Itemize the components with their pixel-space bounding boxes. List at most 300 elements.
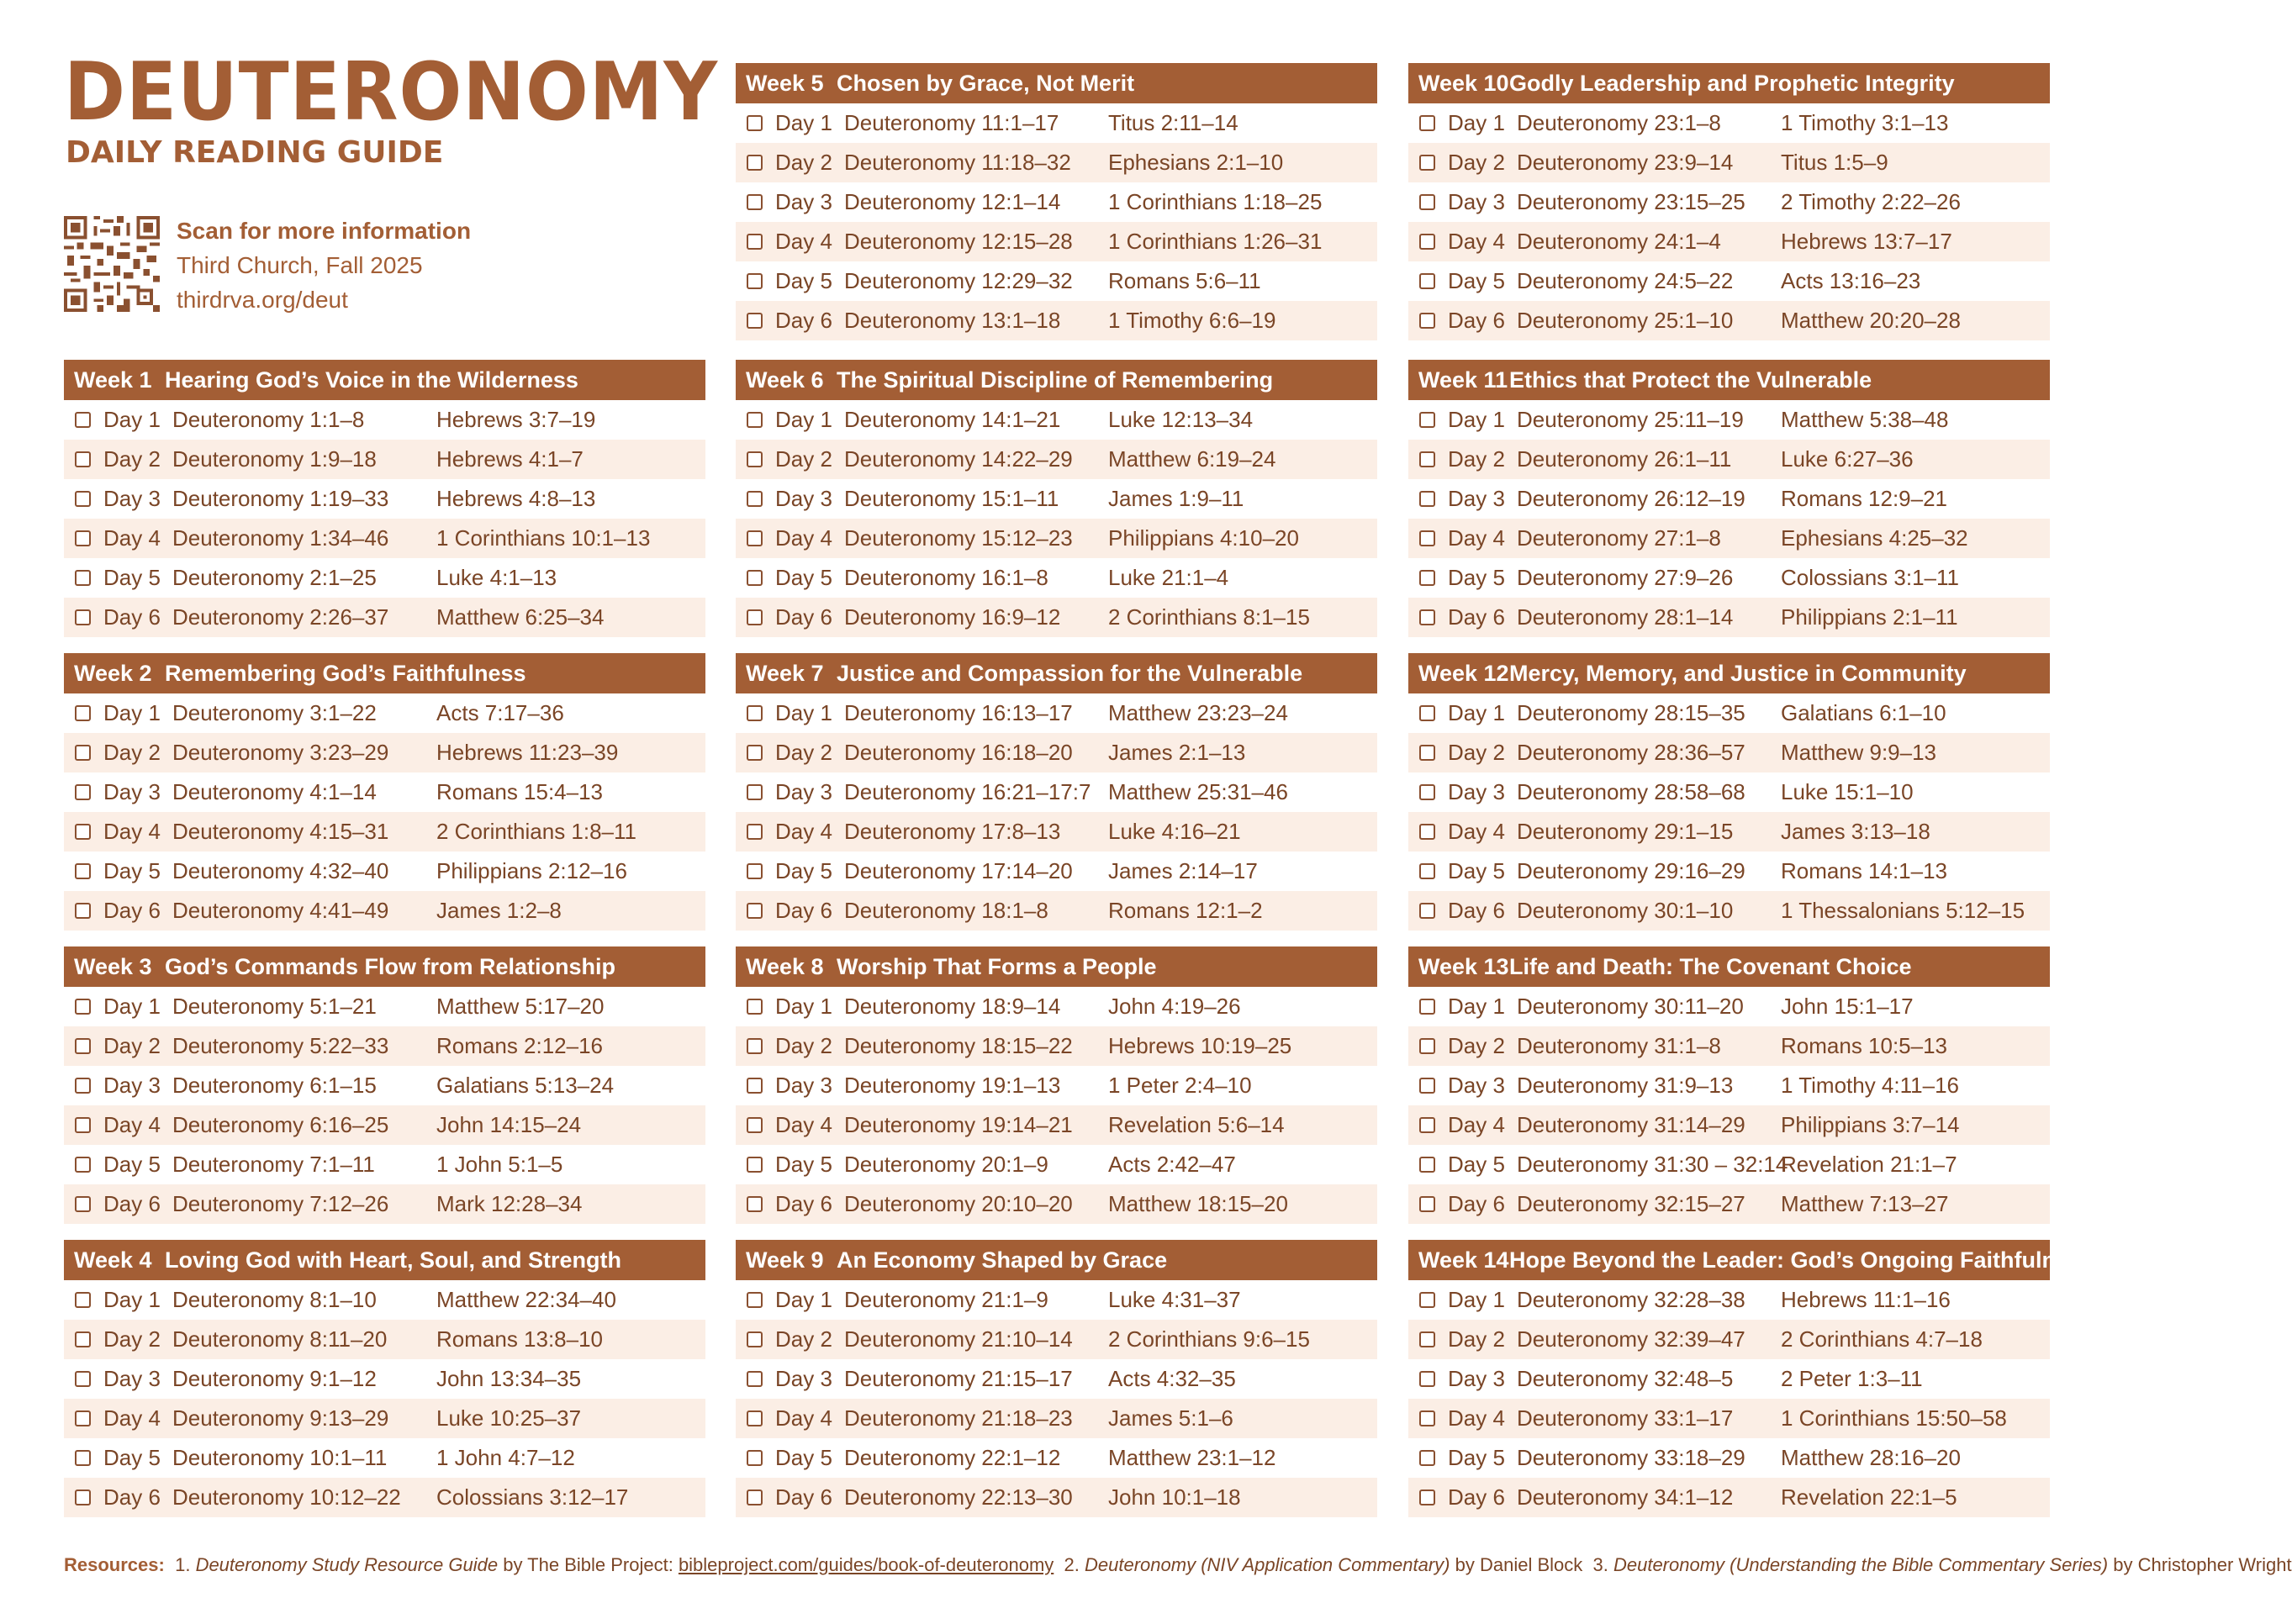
day-label: Day 4 (103, 525, 161, 551)
day-checkbox[interactable] (1419, 1117, 1435, 1133)
secondary-reading: Matthew 5:17–20 (436, 994, 605, 1019)
secondary-reading: Revelation 5:6–14 (1108, 1112, 1285, 1137)
reading-row (1408, 1399, 2050, 1438)
reading-row (64, 519, 705, 558)
day-checkbox[interactable] (1419, 999, 1435, 1015)
day-label: Day 6 (775, 1191, 832, 1216)
secondary-reading: Hebrews 4:1–7 (436, 446, 584, 472)
day-checkbox[interactable] (75, 1292, 91, 1308)
secondary-reading: Revelation 21:1–7 (1781, 1152, 1957, 1177)
secondary-reading: Romans 15:4–13 (436, 779, 604, 804)
primary-reading: Deuteronomy 4:41–49 (172, 898, 389, 923)
primary-reading: Deuteronomy 17:8–13 (844, 819, 1061, 844)
primary-reading: Deuteronomy 27:9–26 (1517, 565, 1734, 590)
primary-reading: Deuteronomy 5:22–33 (172, 1033, 389, 1058)
secondary-reading: John 10:1–18 (1108, 1484, 1241, 1510)
secondary-reading: Romans 13:8–10 (436, 1326, 604, 1352)
website-link[interactable]: thirdrva.org/deut (177, 287, 348, 313)
week-block (736, 63, 1377, 340)
day-label: Day 6 (103, 1484, 161, 1510)
reading-row (736, 479, 1377, 519)
resources-footer (64, 1554, 2292, 1576)
day-checkbox[interactable] (1419, 1410, 1435, 1426)
day-checkbox[interactable] (75, 1450, 91, 1466)
secondary-reading: 1 Timothy 4:11–16 (1781, 1073, 1959, 1098)
day-checkbox[interactable] (1419, 903, 1435, 919)
week-theme: God’s Commands Flow from Relationship (165, 953, 616, 979)
day-checkbox[interactable] (747, 234, 763, 250)
primary-reading: Deuteronomy 12:1–14 (844, 189, 1061, 214)
day-checkbox[interactable] (1419, 194, 1435, 210)
church-text: Third Church, Fall 2025 (177, 252, 423, 278)
day-checkbox[interactable] (1419, 1292, 1435, 1308)
secondary-reading: Ephesians 2:1–10 (1108, 150, 1284, 175)
week-header (1408, 63, 2050, 103)
day-checkbox[interactable] (747, 1490, 763, 1505)
primary-reading: Deuteronomy 26:1–11 (1517, 446, 1732, 472)
day-checkbox[interactable] (747, 194, 763, 210)
primary-reading: Deuteronomy 6:16–25 (172, 1112, 389, 1137)
reading-row (736, 1438, 1377, 1478)
day-label: Day 1 (1448, 700, 1505, 725)
day-checkbox[interactable] (75, 705, 91, 721)
resource-1-title: Deuteronomy Study Resource Guide (195, 1554, 499, 1575)
reading-row (736, 519, 1377, 558)
week-block (1408, 360, 2050, 637)
day-checkbox[interactable] (747, 451, 763, 467)
day-checkbox[interactable] (747, 1371, 763, 1387)
day-label: Day 5 (775, 1152, 832, 1177)
secondary-reading: James 1:9–11 (1108, 486, 1244, 511)
day-label: Day 5 (1448, 565, 1505, 590)
scan-text: Scan for more information (177, 218, 472, 244)
primary-reading: Deuteronomy 28:36–57 (1517, 740, 1745, 765)
reading-row (64, 987, 705, 1026)
week-label: Week 14 (1418, 1247, 1509, 1273)
day-label: Day 5 (1448, 1445, 1505, 1470)
week-label: Week 12 (1418, 660, 1509, 686)
primary-reading: Deuteronomy 15:1–11 (844, 486, 1059, 511)
day-checkbox[interactable] (747, 745, 763, 761)
day-checkbox[interactable] (1419, 1371, 1435, 1387)
day-checkbox[interactable] (747, 1292, 763, 1308)
day-label: Day 6 (103, 604, 161, 630)
secondary-reading: Matthew 7:13–27 (1781, 1191, 1949, 1216)
day-checkbox[interactable] (75, 1331, 91, 1347)
resource-2-title: Deuteronomy (NIV Application Commentary) (1085, 1554, 1450, 1575)
week-block (64, 946, 705, 1224)
week-block (1408, 63, 2050, 340)
primary-reading: Deuteronomy 16:18–20 (844, 740, 1073, 765)
day-checkbox[interactable] (1419, 570, 1435, 586)
day-checkbox[interactable] (75, 824, 91, 840)
day-checkbox[interactable] (747, 155, 763, 171)
reading-row (736, 182, 1377, 222)
primary-reading: Deuteronomy 33:1–17 (1517, 1405, 1734, 1431)
day-label: Day 2 (775, 740, 832, 765)
day-checkbox[interactable] (75, 412, 91, 428)
primary-reading: Deuteronomy 23:9–14 (1517, 150, 1734, 175)
reading-row (1408, 1184, 2050, 1224)
primary-reading: Deuteronomy 11:18–32 (844, 150, 1071, 175)
day-label: Day 2 (1448, 150, 1505, 175)
day-label: Day 5 (1448, 858, 1505, 883)
reading-row (1408, 261, 2050, 301)
day-checkbox[interactable] (747, 1038, 763, 1054)
primary-reading: Deuteronomy 30:11–20 (1517, 994, 1744, 1019)
day-label: Day 5 (103, 858, 161, 883)
resource-2-number: 2. (1064, 1554, 1080, 1575)
secondary-reading: Philippians 3:7–14 (1781, 1112, 1960, 1137)
day-label: Day 3 (1448, 1073, 1505, 1098)
day-checkbox[interactable] (75, 1490, 91, 1505)
primary-reading: Deuteronomy 10:12–22 (172, 1484, 401, 1510)
day-label: Day 1 (1448, 110, 1505, 135)
secondary-reading: 1 John 4:7–12 (436, 1445, 575, 1470)
day-checkbox[interactable] (1419, 1038, 1435, 1054)
reading-row (736, 400, 1377, 440)
day-checkbox[interactable] (747, 491, 763, 507)
resource-1-author: by The Bible Project: (503, 1554, 673, 1575)
secondary-reading: Luke 21:1–4 (1108, 565, 1229, 590)
day-checkbox[interactable] (75, 1038, 91, 1054)
secondary-reading: 1 Thessalonians 5:12–15 (1781, 898, 2025, 923)
day-checkbox[interactable] (1419, 745, 1435, 761)
primary-reading: Deuteronomy 31:14–29 (1517, 1112, 1745, 1137)
day-checkbox[interactable] (1419, 1490, 1435, 1505)
primary-reading: Deuteronomy 17:14–20 (844, 858, 1073, 883)
day-label: Day 6 (103, 898, 161, 923)
secondary-reading: Romans 12:1–2 (1108, 898, 1263, 923)
day-checkbox[interactable] (747, 903, 763, 919)
info-block (177, 214, 471, 317)
reading-row (1408, 987, 2050, 1026)
day-checkbox[interactable] (75, 570, 91, 586)
day-checkbox[interactable] (1419, 1331, 1435, 1347)
day-checkbox[interactable] (1419, 1157, 1435, 1173)
week-header (736, 653, 1377, 693)
primary-reading: Deuteronomy 6:1–15 (172, 1073, 377, 1098)
day-label: Day 3 (1448, 486, 1505, 511)
day-checkbox[interactable] (1419, 115, 1435, 131)
secondary-reading: Matthew 22:34–40 (436, 1287, 616, 1312)
day-label: Day 1 (1448, 1287, 1505, 1312)
week-header (736, 360, 1377, 400)
day-label: Day 3 (103, 779, 161, 804)
day-label: Day 4 (775, 229, 832, 254)
day-label: Day 3 (775, 779, 832, 804)
day-checkbox[interactable] (1419, 705, 1435, 721)
day-checkbox[interactable] (75, 1410, 91, 1426)
day-checkbox[interactable] (747, 1078, 763, 1094)
day-checkbox[interactable] (747, 1410, 763, 1426)
secondary-reading: Galatians 5:13–24 (436, 1073, 615, 1098)
secondary-reading: Romans 10:5–13 (1781, 1033, 1948, 1058)
day-label: Day 1 (775, 700, 832, 725)
reading-row (736, 987, 1377, 1026)
day-checkbox[interactable] (747, 313, 763, 329)
secondary-reading: 1 John 5:1–5 (436, 1152, 563, 1177)
day-checkbox[interactable] (1419, 1196, 1435, 1212)
day-checkbox[interactable] (75, 491, 91, 507)
day-checkbox[interactable] (75, 1078, 91, 1094)
primary-reading: Deuteronomy 2:1–25 (172, 565, 377, 590)
primary-reading: Deuteronomy 26:12–19 (1517, 486, 1745, 511)
primary-reading: Deuteronomy 3:23–29 (172, 740, 389, 765)
secondary-reading: Matthew 18:15–20 (1108, 1191, 1288, 1216)
day-checkbox[interactable] (747, 1117, 763, 1133)
secondary-reading: James 3:13–18 (1781, 819, 1930, 844)
primary-reading: Deuteronomy 33:18–29 (1517, 1445, 1745, 1470)
primary-reading: Deuteronomy 30:1–10 (1517, 898, 1734, 923)
day-checkbox[interactable] (1419, 491, 1435, 507)
secondary-reading: Hebrews 4:8–13 (436, 486, 596, 511)
reading-row (1408, 1280, 2050, 1320)
day-checkbox[interactable] (75, 745, 91, 761)
primary-reading: Deuteronomy 32:15–27 (1517, 1191, 1745, 1216)
day-label: Day 6 (775, 898, 832, 923)
secondary-reading: Luke 4:16–21 (1108, 819, 1241, 844)
day-checkbox[interactable] (1419, 273, 1435, 289)
day-label: Day 5 (103, 1152, 161, 1177)
day-checkbox[interactable] (747, 705, 763, 721)
day-checkbox[interactable] (75, 451, 91, 467)
day-label: Day 1 (103, 700, 161, 725)
day-label: Day 5 (775, 1445, 832, 1470)
day-checkbox[interactable] (75, 1117, 91, 1133)
secondary-reading: James 5:1–6 (1108, 1405, 1233, 1431)
day-label: Day 6 (1448, 898, 1505, 923)
primary-reading: Deuteronomy 15:12–23 (844, 525, 1073, 551)
day-label: Day 5 (775, 565, 832, 590)
reading-row (736, 222, 1377, 261)
day-label: Day 1 (103, 994, 161, 1019)
day-checkbox[interactable] (75, 1196, 91, 1212)
day-label: Day 4 (775, 1405, 832, 1431)
secondary-reading: 1 Corinthians 15:50–58 (1781, 1405, 2007, 1431)
day-checkbox[interactable] (1419, 313, 1435, 329)
secondary-reading: Matthew 9:9–13 (1781, 740, 1937, 765)
reading-row (736, 1320, 1377, 1359)
secondary-reading: 1 Corinthians 1:18–25 (1108, 189, 1323, 214)
primary-reading: Deuteronomy 20:1–9 (844, 1152, 1048, 1177)
page-title: DEUTERONOMY (64, 45, 719, 139)
week-theme: Loving God with Heart, Soul, and Strength (165, 1247, 621, 1273)
resource-3-title: Deuteronomy (Understanding the Bible Commentary Series) (1613, 1554, 2109, 1575)
day-label: Day 2 (1448, 1033, 1505, 1058)
day-label: Day 3 (103, 1073, 161, 1098)
resource-1-number: 1. (175, 1554, 191, 1575)
resource-1-link[interactable]: bibleproject.com/guides/book-of-deuteronomy (678, 1554, 1054, 1575)
day-checkbox[interactable] (75, 609, 91, 625)
reading-row (64, 733, 705, 772)
day-label: Day 2 (775, 446, 832, 472)
primary-reading: Deuteronomy 31:1–8 (1517, 1033, 1721, 1058)
reading-row (1408, 479, 2050, 519)
reading-row (64, 1184, 705, 1224)
day-label: Day 6 (775, 1484, 832, 1510)
primary-reading: Deuteronomy 16:9–12 (844, 604, 1061, 630)
primary-reading: Deuteronomy 1:1–8 (172, 407, 365, 432)
secondary-reading: Acts 4:32–35 (1108, 1366, 1236, 1391)
day-label: Day 4 (103, 1405, 161, 1431)
week-label: Week 5 (746, 70, 824, 96)
day-label: Day 4 (775, 525, 832, 551)
day-checkbox[interactable] (747, 273, 763, 289)
week-header (64, 653, 705, 693)
day-label: Day 3 (103, 1366, 161, 1391)
day-label: Day 3 (775, 486, 832, 511)
secondary-reading: 1 Corinthians 10:1–13 (436, 525, 651, 551)
week-header (1408, 946, 2050, 987)
reading-row (736, 693, 1377, 733)
week-theme: Godly Leadership and Prophetic Integrity (1509, 70, 1955, 96)
day-checkbox[interactable] (747, 1450, 763, 1466)
day-checkbox[interactable] (75, 784, 91, 800)
week-header (1408, 360, 2050, 400)
day-checkbox[interactable] (75, 903, 91, 919)
primary-reading: Deuteronomy 16:1–8 (844, 565, 1048, 590)
day-checkbox[interactable] (747, 412, 763, 428)
day-checkbox[interactable] (1419, 234, 1435, 250)
day-checkbox[interactable] (747, 863, 763, 879)
day-checkbox[interactable] (747, 530, 763, 546)
reading-row (736, 1478, 1377, 1517)
primary-reading: Deuteronomy 5:1–21 (172, 994, 377, 1019)
reading-row (736, 1105, 1377, 1145)
secondary-reading: Luke 4:1–13 (436, 565, 557, 590)
day-checkbox[interactable] (1419, 863, 1435, 879)
day-checkbox[interactable] (747, 824, 763, 840)
secondary-reading: Galatians 6:1–10 (1781, 700, 1946, 725)
secondary-reading: Hebrews 11:1–16 (1781, 1287, 1951, 1312)
day-checkbox[interactable] (1419, 609, 1435, 625)
reading-row (64, 598, 705, 637)
reading-row (64, 1280, 705, 1320)
primary-reading: Deuteronomy 13:1–18 (844, 308, 1061, 333)
week-label: Week 6 (746, 366, 824, 393)
day-checkbox[interactable] (1419, 784, 1435, 800)
day-checkbox[interactable] (747, 609, 763, 625)
secondary-reading: Ephesians 4:25–32 (1781, 525, 1968, 551)
day-label: Day 6 (775, 308, 832, 333)
secondary-reading: Philippians 2:1–11 (1781, 604, 1958, 630)
day-checkbox[interactable] (75, 530, 91, 546)
secondary-reading: Philippians 4:10–20 (1108, 525, 1299, 551)
primary-reading: Deuteronomy 4:1–14 (172, 779, 377, 804)
day-checkbox[interactable] (747, 784, 763, 800)
qr-code-icon[interactable] (64, 216, 160, 312)
week-label: Week 1 (74, 366, 152, 393)
day-label: Day 5 (1448, 1152, 1505, 1177)
week-theme: Hearing God’s Voice in the Wilderness (165, 366, 578, 393)
day-checkbox[interactable] (1419, 824, 1435, 840)
primary-reading: Deuteronomy 20:10–20 (844, 1191, 1073, 1216)
day-checkbox[interactable] (747, 570, 763, 586)
week-block (1408, 946, 2050, 1224)
primary-reading: Deuteronomy 7:1–11 (172, 1152, 375, 1177)
week-label: Week 11 (1418, 366, 1508, 393)
day-checkbox[interactable] (747, 1331, 763, 1347)
week-label: Week 3 (74, 953, 152, 979)
week-header (64, 1240, 705, 1280)
secondary-reading: Luke 15:1–10 (1781, 779, 1914, 804)
secondary-reading: Hebrews 11:23–39 (436, 740, 619, 765)
day-label: Day 1 (1448, 407, 1505, 432)
day-checkbox[interactable] (75, 999, 91, 1015)
primary-reading: Deuteronomy 1:34–46 (172, 525, 389, 551)
day-label: Day 3 (775, 1366, 832, 1391)
reading-row (64, 1105, 705, 1145)
week-theme: Life and Death: The Covenant Choice (1509, 953, 1912, 979)
week-label: Week 9 (746, 1247, 824, 1273)
secondary-reading: Luke 10:25–37 (436, 1405, 582, 1431)
reading-row (64, 1145, 705, 1184)
week-theme: Mercy, Memory, and Justice in Community (1509, 660, 1967, 686)
day-label: Day 2 (103, 740, 161, 765)
primary-reading: Deuteronomy 2:26–37 (172, 604, 389, 630)
resource-2-author: by Daniel Block (1455, 1554, 1583, 1575)
primary-reading: Deuteronomy 18:9–14 (844, 994, 1061, 1019)
secondary-reading: Matthew 20:20–28 (1781, 308, 1961, 333)
day-checkbox[interactable] (1419, 451, 1435, 467)
reading-row (1408, 1478, 2050, 1517)
day-label: Day 4 (1448, 1405, 1505, 1431)
day-checkbox[interactable] (1419, 412, 1435, 428)
day-checkbox[interactable] (1419, 1450, 1435, 1466)
day-checkbox[interactable] (747, 1157, 763, 1173)
week-header (1408, 1240, 2094, 1280)
day-label: Day 4 (1448, 1112, 1505, 1137)
day-checkbox[interactable] (747, 999, 763, 1015)
day-checkbox[interactable] (1419, 1078, 1435, 1094)
day-checkbox[interactable] (747, 1196, 763, 1212)
day-checkbox[interactable] (75, 1371, 91, 1387)
secondary-reading: Mark 12:28–34 (436, 1191, 583, 1216)
day-checkbox[interactable] (747, 115, 763, 131)
primary-reading: Deuteronomy 18:1–8 (844, 898, 1048, 923)
secondary-reading: Romans 5:6–11 (1108, 268, 1261, 293)
day-checkbox[interactable] (75, 1157, 91, 1173)
day-checkbox[interactable] (1419, 155, 1435, 171)
secondary-reading: Matthew 28:16–20 (1781, 1445, 1961, 1470)
day-label: Day 2 (1448, 446, 1505, 472)
reading-row (1408, 1438, 2050, 1478)
reading-row (1408, 1320, 2050, 1359)
week-theme: Remembering God’s Faithfulness (165, 660, 526, 686)
secondary-reading: John 15:1–17 (1781, 994, 1914, 1019)
week-theme: Ethics that Protect the Vulnerable (1509, 366, 1872, 393)
secondary-reading: Luke 12:13–34 (1108, 407, 1254, 432)
day-checkbox[interactable] (75, 863, 91, 879)
day-checkbox[interactable] (1419, 530, 1435, 546)
day-label: Day 5 (103, 1445, 161, 1470)
reading-row (64, 1066, 705, 1105)
day-label: Day 5 (103, 565, 161, 590)
reading-row (64, 693, 705, 733)
secondary-reading: 1 Corinthians 1:26–31 (1108, 229, 1323, 254)
primary-reading: Deuteronomy 29:16–29 (1517, 858, 1745, 883)
primary-reading: Deuteronomy 18:15–22 (844, 1033, 1073, 1058)
resources-label: Resources: (64, 1554, 165, 1575)
primary-reading: Deuteronomy 24:5–22 (1517, 268, 1734, 293)
day-label: Day 2 (103, 1033, 161, 1058)
secondary-reading: 1 Timothy 3:1–13 (1781, 110, 1949, 135)
reading-row (736, 1399, 1377, 1438)
reading-row (1408, 733, 2050, 772)
reading-row (736, 891, 1377, 931)
day-label: Day 1 (775, 994, 832, 1019)
